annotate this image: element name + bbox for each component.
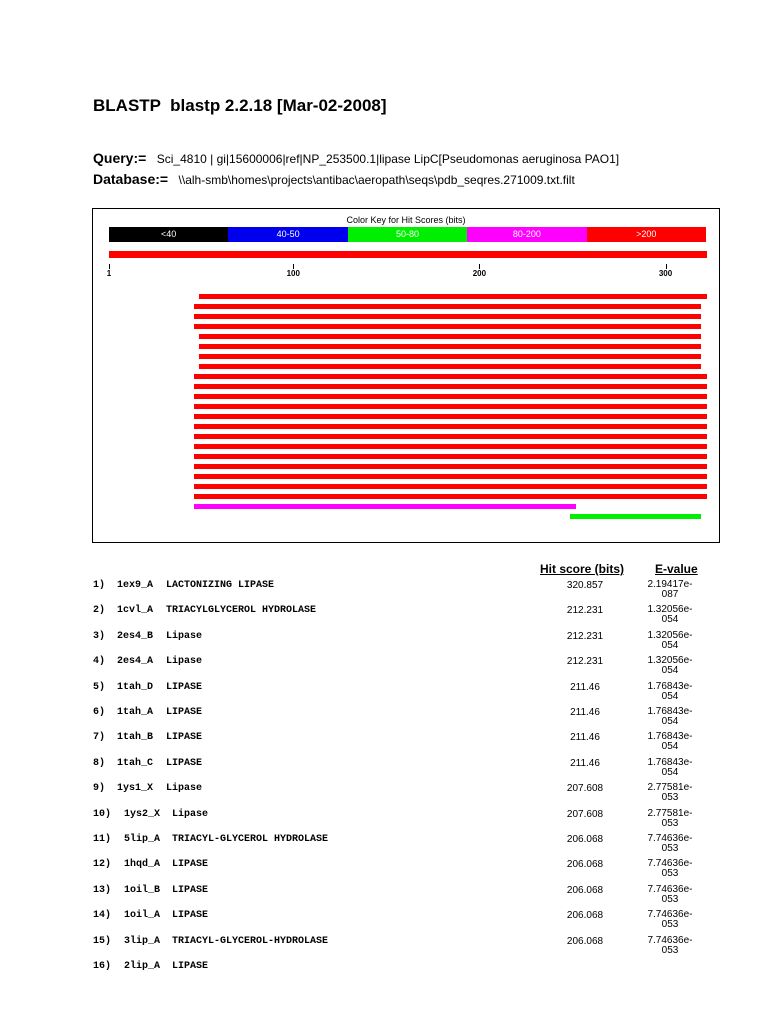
- color-key-segment: [348, 227, 467, 242]
- query-line: [93, 150, 619, 168]
- hit-description: LACTONIZING LIPASE: [166, 580, 275, 591]
- hit-bar[interactable]: [194, 414, 707, 419]
- hit-bar[interactable]: [199, 294, 707, 299]
- hit-row: [0, 758, 768, 783]
- hit-id-link[interactable]: 1tah_B: [117, 732, 154, 744]
- hit-bar[interactable]: [194, 494, 707, 499]
- hit-score: 211.46: [570, 732, 600, 744]
- database-label: Database:=: [93, 171, 169, 187]
- hit-bar[interactable]: [199, 334, 700, 339]
- hit-score: 212.231: [566, 605, 604, 617]
- hit-bar[interactable]: [194, 394, 707, 399]
- color-key-label: 80-200: [512, 229, 541, 239]
- color-key-segment: [109, 227, 228, 242]
- hit-score: 207.608: [566, 783, 604, 795]
- hit-bar[interactable]: [194, 314, 701, 319]
- hit-bar[interactable]: [194, 434, 707, 439]
- hit-description: TRIACYL-GLYCEROL-HYDROLASE: [172, 935, 329, 947]
- hit-bar[interactable]: [194, 474, 707, 479]
- hit-evalue: 1.32056e-054: [647, 655, 693, 677]
- hit-description: Lipase: [166, 656, 203, 668]
- hit-row: [0, 631, 768, 656]
- hit-description: LIPASE: [166, 757, 203, 769]
- hit-bar[interactable]: [194, 484, 707, 489]
- hit-evalue: 7.74636e-053: [647, 858, 693, 880]
- color-key-label: <40: [161, 229, 177, 239]
- hit-rank: 5): [93, 681, 106, 693]
- hit-row: [0, 682, 768, 707]
- hit-row: [0, 605, 768, 630]
- hit-bar[interactable]: [194, 504, 576, 509]
- hit-id-link[interactable]: 3lip_A: [124, 935, 161, 947]
- hit-description: Lipase: [172, 808, 209, 820]
- color-key-segment: [228, 227, 347, 242]
- hit-evalue: 7.74636e-053: [647, 883, 693, 905]
- hit-id-link[interactable]: 1ys2_X: [124, 808, 161, 820]
- hit-evalue: 1.76843e-054: [647, 680, 693, 702]
- query-value: Sci_4810 | gi|15600006|ref|NP_253500.1|lipase LipC[Pseudomonas aeruginosa PAO1]: [156, 152, 620, 166]
- hit-bar[interactable]: [194, 304, 701, 309]
- hit-evalue: 7.74636e-053: [647, 934, 693, 956]
- hit-score: 320.857: [566, 580, 604, 591]
- color-key-title: Color Key for Hit Scores (bits): [346, 215, 466, 225]
- ruler-tick-label: 1: [106, 269, 112, 278]
- hit-evalue: 7.74636e-053: [647, 909, 693, 931]
- hit-description: Lipase: [166, 783, 203, 795]
- ruler-tick-label: 300: [658, 269, 673, 278]
- hit-rank: 7): [93, 732, 106, 744]
- hit-rank: 15): [93, 935, 112, 947]
- hit-evalue: 1.76843e-054: [647, 756, 693, 778]
- hit-bar[interactable]: [194, 424, 707, 429]
- hit-evalue: 7.74636e-053: [647, 833, 693, 854]
- hit-id-link[interactable]: 1tah_C: [117, 757, 154, 769]
- hit-bar[interactable]: [194, 374, 707, 379]
- hit-rank: 12): [93, 859, 112, 871]
- hit-row: [0, 961, 768, 986]
- hit-score: 212.231: [566, 630, 604, 642]
- color-key-label: >200: [636, 229, 657, 239]
- hit-row: [0, 783, 768, 808]
- hit-evalue: 2.77581e-053: [647, 782, 693, 804]
- hit-bar[interactable]: [570, 514, 701, 519]
- hit-alignment-figure: [92, 208, 720, 543]
- hit-evalue: 1.32056e-054: [647, 629, 693, 651]
- color-key-segment: [467, 227, 586, 242]
- hit-score: 207.608: [566, 808, 604, 820]
- hit-evalue: 1.76843e-054: [647, 731, 693, 753]
- hit-id-link[interactable]: 1hqd_A: [124, 859, 161, 871]
- hit-evalue: 2.77581e-053: [647, 807, 693, 829]
- hit-score: 206.068: [566, 884, 604, 896]
- hit-row: [0, 732, 768, 757]
- hit-bar[interactable]: [194, 404, 707, 409]
- query-sequence-bar: [109, 251, 707, 258]
- color-key-label: 40-50: [276, 229, 300, 239]
- hit-description: LIPASE: [166, 681, 203, 693]
- hit-rank: 4): [93, 656, 106, 668]
- hit-evalue: 1.32056e-054: [647, 604, 693, 626]
- hit-rank: 10): [93, 808, 112, 820]
- query-label: Query:=: [93, 150, 147, 166]
- hit-score: 211.46: [570, 707, 600, 718]
- hit-rank: 6): [93, 707, 106, 718]
- hit-description: LIPASE: [172, 884, 209, 896]
- hit-rank: 2): [93, 605, 106, 617]
- hit-rank: 13): [93, 884, 112, 896]
- hit-score: 206.068: [566, 859, 604, 871]
- hit-score-header[interactable]: Hit score (bits): [540, 562, 625, 576]
- hit-id-link[interactable]: 1oil_B: [124, 884, 161, 896]
- hit-bar[interactable]: [199, 364, 700, 369]
- hit-description: TRIACYL-GLYCEROL HYDROLASE: [172, 834, 329, 845]
- hit-row: [0, 885, 768, 910]
- hit-row: [0, 656, 768, 681]
- hit-id-link[interactable]: 2es4_B: [117, 630, 154, 642]
- page-title: BLASTP blastp 2.2.18 [Mar-02-2008]: [93, 96, 387, 115]
- hit-id-link[interactable]: 1oil_A: [124, 910, 161, 922]
- hit-bar[interactable]: [194, 454, 707, 459]
- hit-id-link[interactable]: 5lip_A: [124, 834, 161, 845]
- database-line: [93, 171, 575, 189]
- hit-bar[interactable]: [199, 344, 700, 349]
- database-value: \\alh-smb\homes\projects\antibac\aeropath\seqs\pdb_seqres.271009.txt.filt: [178, 173, 575, 187]
- ruler-tick-label: 200: [472, 269, 487, 278]
- hit-description: Lipase: [166, 630, 203, 642]
- hit-id-link[interactable]: 2es4_A: [117, 656, 154, 668]
- ruler-tick-label: 100: [286, 269, 300, 278]
- hit-row: [0, 809, 768, 834]
- hit-bar[interactable]: [194, 324, 701, 329]
- hit-row: [0, 580, 768, 605]
- hit-id-link[interactable]: 1cvl_A: [117, 605, 154, 617]
- hit-bar[interactable]: [194, 444, 707, 449]
- hit-rank: 1): [93, 580, 106, 591]
- hit-id-link[interactable]: 1ys1_X: [117, 783, 154, 795]
- hit-description: LIPASE: [166, 732, 203, 744]
- hit-row: [0, 707, 768, 732]
- hit-rank: 16): [93, 961, 112, 972]
- hit-evalue: 1.76843e-054: [647, 706, 693, 727]
- hit-score: 211.46: [570, 681, 600, 693]
- hit-description: LIPASE: [172, 961, 209, 972]
- hit-bar[interactable]: [199, 354, 700, 359]
- hit-description: LIPASE: [166, 707, 203, 718]
- hit-description: TRIACYLGLYCEROL HYDROLASE: [166, 605, 317, 617]
- hit-row: [0, 859, 768, 884]
- hit-id-link[interactable]: 2lip_A: [124, 961, 161, 972]
- hit-description: LIPASE: [172, 910, 209, 922]
- hit-id-link[interactable]: 1tah_A: [117, 707, 154, 718]
- hit-row: [0, 936, 768, 961]
- hit-description: LIPASE: [172, 859, 209, 871]
- hit-rank: 8): [93, 757, 106, 769]
- hit-score: 212.231: [566, 656, 604, 668]
- evalue-header[interactable]: E-value: [655, 562, 698, 576]
- hit-evalue: 2.19417e-087: [647, 579, 693, 600]
- hit-score: 211.46: [570, 757, 600, 769]
- hit-row: [0, 910, 768, 935]
- hit-rank: 3): [93, 630, 106, 642]
- hit-id-link[interactable]: 1tah_D: [117, 681, 154, 693]
- hit-score: 206.068: [566, 935, 604, 947]
- color-key-label: 50-80: [395, 229, 419, 239]
- hit-bar[interactable]: [194, 464, 707, 469]
- hit-rank: 14): [93, 910, 112, 922]
- hit-rank: 11): [93, 834, 112, 845]
- hit-rank: 9): [93, 783, 106, 795]
- hit-bar[interactable]: [194, 384, 707, 389]
- color-key-segment: [587, 227, 706, 242]
- hit-score: 206.068: [566, 834, 604, 845]
- hit-row: [0, 834, 768, 859]
- hit-score: 206.068: [566, 910, 604, 922]
- hit-id-link[interactable]: 1ex9_A: [117, 580, 154, 591]
